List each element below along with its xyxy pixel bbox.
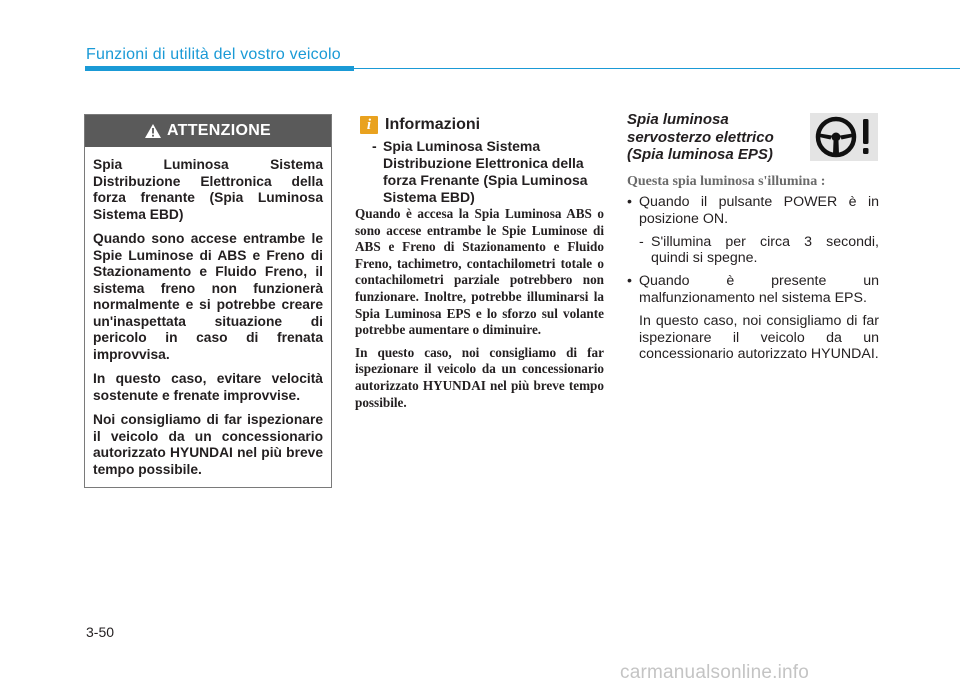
list-item bbox=[627, 273, 879, 363]
warning-box bbox=[84, 114, 332, 488]
watermark: carmanualsonline.info bbox=[620, 662, 810, 683]
information-title: Informazioni bbox=[385, 116, 481, 133]
eps-title-line: Spia luminosa bbox=[627, 111, 729, 128]
section-header-title: Funzioni di utilità del vostro veicolo bbox=[86, 46, 341, 63]
information-paragraph: In questo caso, noi consigliamo di far ispezionare il veicolo da un concessionario autorizzato HYUNDAI nel più breve tempo possibile. bbox=[355, 344, 604, 410]
page-number: 3-50 bbox=[86, 624, 115, 640]
warning-paragraph: In questo caso, evitare velocità sostenute e frenate improvvise. bbox=[93, 371, 323, 403]
sub-dash: - bbox=[639, 233, 644, 250]
list-item bbox=[627, 194, 879, 267]
eps-bullet-list bbox=[627, 194, 879, 369]
subtitle-dash: - bbox=[372, 138, 377, 154]
eps-title-line: (Spia luminosa EPS) bbox=[627, 146, 773, 163]
eps-title bbox=[627, 111, 807, 164]
bullet-dot: • bbox=[627, 194, 632, 210]
eps-intro: Questa spia luminosa s'illumina : bbox=[627, 174, 826, 189]
sub-list-item bbox=[639, 234, 879, 268]
information-header bbox=[360, 116, 480, 134]
warning-triangle-icon bbox=[145, 124, 161, 138]
information-subtitle bbox=[372, 138, 608, 206]
steering-warning-icon bbox=[810, 113, 878, 161]
subtitle-text: Spia Luminosa Sistema Distribuzione Elettronica della forza Frenante (Spia Luminosa Sistema EBD) bbox=[383, 138, 588, 205]
warning-header bbox=[85, 115, 331, 147]
bullet-dot: • bbox=[627, 273, 632, 290]
information-paragraph: Quando è accesa la Spia Luminosa ABS o sono accese entrambe le Spie Luminose di ABS e Freno di Stazionamento e Fluido Freno, tachimetro, contachilometri totale o contachilometri parziale potrebbero non funzionare. Inoltre, potrebbe illuminarsi la Spia Luminosa EPS e lo sforzo sul volante potrebbe aumentare o diminuire. bbox=[355, 206, 604, 338]
header-rule-thin bbox=[354, 68, 960, 69]
bullet-text: Quando è presente un malfunzionamento nel sistema EPS. bbox=[639, 273, 879, 306]
header-rule-thick bbox=[85, 66, 354, 71]
warning-paragraph: Quando sono accese entrambe le Spie Luminose di ABS e Freno di Stazionamento e Fluido Freno, il sistema freno non funzionerà normalmente e si potrebbe creare un'inaspettata situazione di pericolo in caso di frenata improvvisa. bbox=[93, 231, 323, 362]
bullet-note: In questo caso, noi consigliamo di far ispezionare il veicolo da un concessionario autorizzato HYUNDAI. bbox=[639, 312, 879, 363]
bullet-text: Quando il pulsante POWER è in posizione ON. bbox=[639, 194, 879, 227]
warning-paragraph: Spia Luminosa Sistema Distribuzione Elettronica della forza frenante (Spia Luminosa Sistema EBD) bbox=[93, 157, 323, 222]
information-body bbox=[355, 206, 604, 417]
sub-text: S'illumina per circa 3 secondi, quindi si spegne. bbox=[651, 233, 879, 267]
eps-title-line: servosterzo elettrico bbox=[627, 128, 774, 146]
warning-title: ATTENZIONE bbox=[166, 122, 272, 139]
info-icon: i bbox=[360, 116, 378, 134]
warning-paragraph: Noi consigliamo di far ispezionare il veicolo da un concessionario autorizzato HYUNDAI nel più breve tempo possibile. bbox=[93, 412, 323, 477]
